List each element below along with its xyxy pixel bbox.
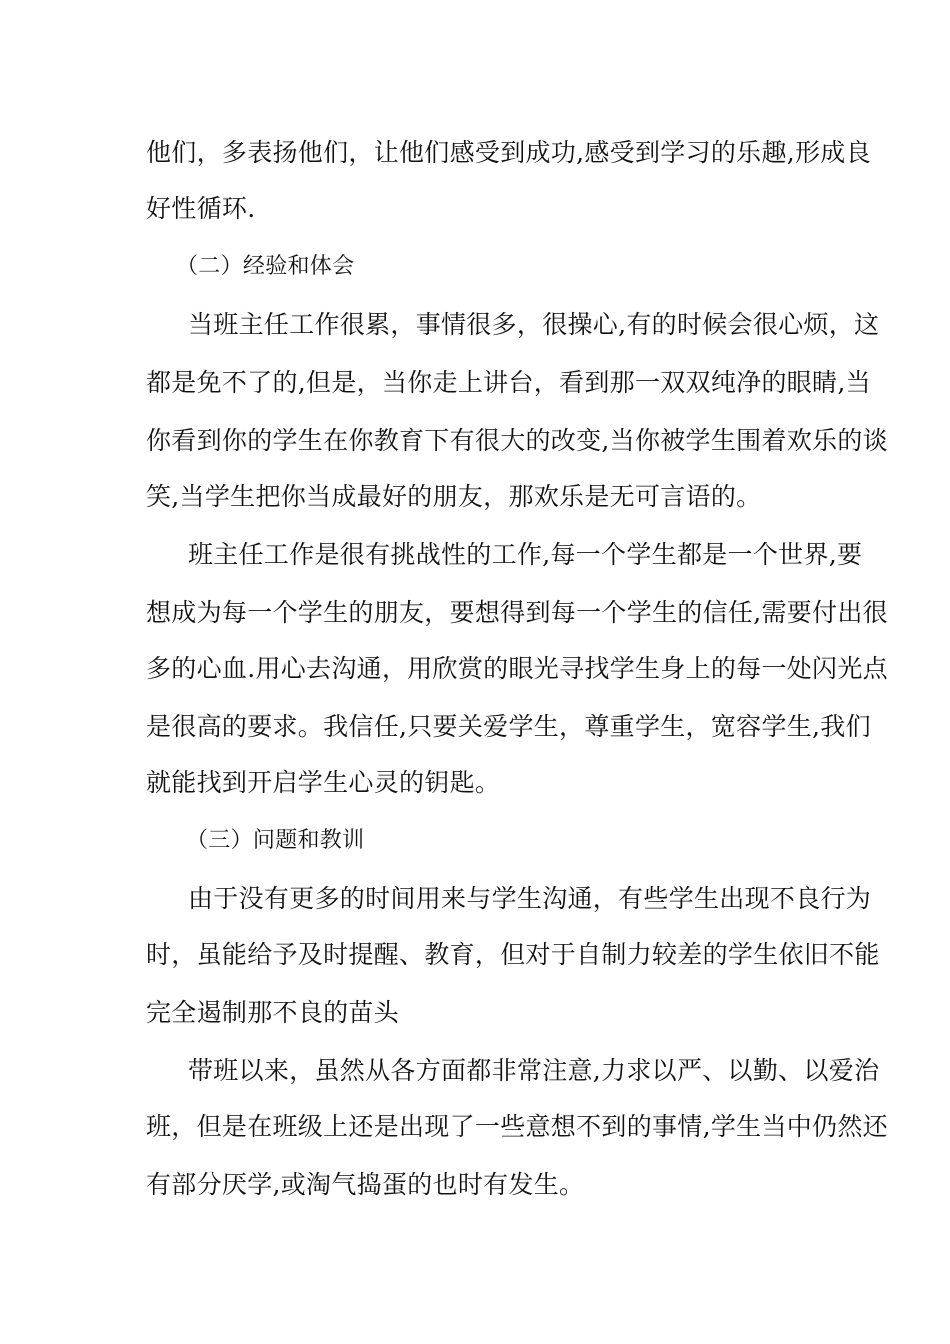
- section-heading: （二）经验和体会: [176, 254, 355, 279]
- text-line: 由于没有更多的时间用来与学生沟通，有些学生出现不良行为: [188, 884, 872, 913]
- text-line: 是很高的要求。我信任,只要关爱学生，尊重学生，宽容学生,我们: [146, 712, 871, 741]
- text-line: 他们，多表扬他们，让他们感受到成功,感受到学习的乐趣,形成良: [146, 138, 871, 167]
- text-line: 当班主任工作很累，事情很多，很操心,有的时候会很心烦，这: [188, 310, 880, 339]
- text-line: 班，但是在班级上还是出现了一些意想不到的事情,学生当中仍然还: [146, 1112, 888, 1141]
- text-line: 有部分厌学,或淘气捣蛋的也时有发生。: [146, 1170, 585, 1199]
- text-line: 想成为每一个学生的朋友，要想得到每一个学生的信任,需要付出很: [146, 598, 888, 627]
- text-line: 时，虽能给予及时提醒、教育，但对于自制力较差的学生依旧不能: [146, 940, 880, 969]
- text-line: 多的心血.用心去沟通，用欣赏的眼光寻找学生身上的每一处闪光点: [146, 654, 888, 683]
- text-line: 笑,当学生把你当成最好的朋友，那欢乐是无可言语的。: [146, 482, 762, 511]
- text-line: 都是免不了的,但是，当你走上讲台，看到那一双双纯净的眼睛,当: [146, 368, 871, 397]
- text-line: 完全遏制那不良的苗头: [146, 998, 400, 1027]
- text-line: 带班以来，虽然从各方面都非常注意,力求以严、以勤、以爱治: [188, 1056, 880, 1085]
- text-line: 班主任工作是很有挑战性的工作,每一个学生都是一个世界,要: [188, 540, 863, 569]
- text-line: 你看到你的学生在你教育下有很大的改变,当你被学生围着欢乐的谈: [146, 426, 888, 455]
- text-line: 就能找到开启学生心灵的钥匙。: [146, 768, 501, 797]
- text-line: 好性循环.: [146, 194, 256, 223]
- section-heading: （三）问题和教训: [186, 828, 365, 853]
